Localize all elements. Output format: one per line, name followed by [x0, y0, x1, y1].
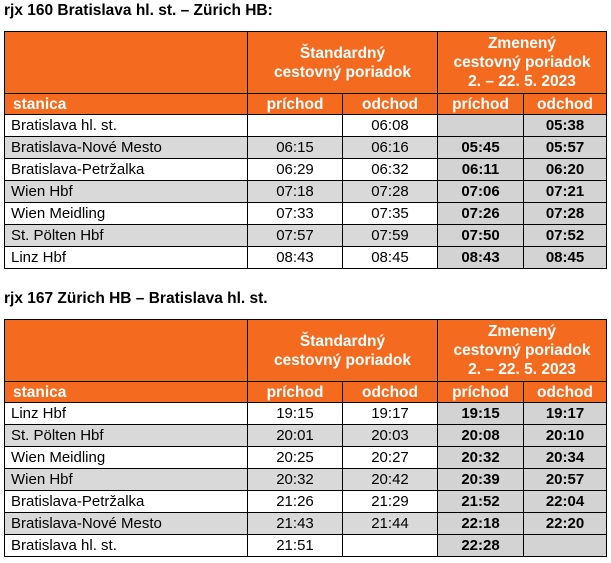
section2-title: rjx 167 Zürich HB – Bratislava hl. st. — [4, 290, 268, 307]
departure-cell: 20:27 — [343, 447, 438, 469]
departure-cell: 20:42 — [343, 469, 438, 491]
header-changed-line1: Zmenený — [487, 323, 557, 340]
col-arrival: príchod — [248, 382, 343, 403]
header-changed-line1: Zmenený — [487, 35, 557, 52]
table-row — [5, 247, 607, 269]
arrival-changed-cell: 20:08 — [438, 425, 524, 447]
departure-changed-cell — [524, 535, 607, 557]
station-cell: Bratislava hl. st. — [5, 535, 248, 557]
departure-cell: 06:08 — [343, 115, 438, 137]
arrival-cell: 07:18 — [248, 181, 343, 203]
table-row — [5, 181, 607, 203]
timetable-rjx160 — [4, 31, 607, 269]
table-row — [5, 469, 607, 491]
station-cell: Bratislava-Petržalka — [5, 491, 248, 513]
header-corner — [5, 320, 248, 382]
header-standard — [248, 32, 438, 94]
departure-changed-cell: 20:34 — [524, 447, 607, 469]
table-row — [5, 513, 607, 535]
arrival-changed-cell: 22:28 — [438, 535, 524, 557]
arrival-cell: 20:25 — [248, 447, 343, 469]
departure-cell: 08:45 — [343, 247, 438, 269]
station-cell: Bratislava hl. st. — [5, 115, 248, 137]
arrival-changed-cell: 08:43 — [438, 247, 524, 269]
departure-changed-cell: 22:20 — [524, 513, 607, 535]
header-standard-line2: cestovný poriadok — [274, 63, 411, 81]
station-cell: St. Pölten Hbf — [5, 425, 248, 447]
departure-changed-cell: 20:57 — [524, 469, 607, 491]
table-row — [5, 491, 607, 513]
header-standard-line2: cestovný poriadok — [274, 351, 411, 369]
timetable-rjx167 — [4, 319, 607, 557]
arrival-changed-cell: 06:11 — [438, 159, 524, 181]
header-changed — [438, 320, 607, 382]
header-standard-line1: Štandardný — [299, 44, 386, 62]
header-standard-line1: Štandardný — [299, 332, 386, 350]
departure-cell: 21:44 — [343, 513, 438, 535]
station-cell: Wien Meidling — [5, 203, 248, 225]
header-standard — [248, 320, 438, 382]
table-row — [5, 425, 607, 447]
table-row — [5, 225, 607, 247]
arrival-cell: 21:26 — [248, 491, 343, 513]
station-cell: Linz Hbf — [5, 247, 248, 269]
header-changed-line2: cestovný poriadok — [453, 342, 591, 359]
arrival-cell: 06:15 — [248, 137, 343, 159]
departure-cell — [343, 535, 438, 557]
table-row — [5, 203, 607, 225]
departure-changed-cell: 22:04 — [524, 491, 607, 513]
arrival-cell: 21:51 — [248, 535, 343, 557]
arrival-changed-cell — [438, 115, 524, 137]
arrival-changed-cell: 07:06 — [438, 181, 524, 203]
departure-changed-cell: 06:20 — [524, 159, 607, 181]
arrival-changed-cell: 05:45 — [438, 137, 524, 159]
arrival-cell: 06:29 — [248, 159, 343, 181]
arrival-changed-cell: 07:26 — [438, 203, 524, 225]
departure-changed-cell: 19:17 — [524, 403, 607, 425]
col-departure: odchod — [343, 382, 438, 403]
col-departure-changed: odchod — [524, 382, 607, 403]
arrival-cell: 07:57 — [248, 225, 343, 247]
arrival-cell: 20:01 — [248, 425, 343, 447]
departure-cell: 07:59 — [343, 225, 438, 247]
departure-changed-cell: 05:57 — [524, 137, 607, 159]
col-station: stanica — [5, 382, 248, 403]
departure-cell: 20:03 — [343, 425, 438, 447]
station-cell: Wien Hbf — [5, 469, 248, 491]
header-changed-dates: 2. – 22. 5. 2023 — [468, 73, 576, 90]
header-changed — [438, 32, 607, 94]
departure-cell: 21:29 — [343, 491, 438, 513]
arrival-changed-cell: 07:50 — [438, 225, 524, 247]
arrival-cell — [248, 115, 343, 137]
arrival-cell: 08:43 — [248, 247, 343, 269]
station-cell: Wien Meidling — [5, 447, 248, 469]
departure-changed-cell: 20:10 — [524, 425, 607, 447]
station-cell: St. Pölten Hbf — [5, 225, 248, 247]
section1-title: rjx 160 Bratislava hl. st. – Zürich HB: — [4, 2, 273, 19]
table-row — [5, 447, 607, 469]
station-cell: Bratislava-Nové Mesto — [5, 513, 248, 535]
arrival-changed-cell: 20:32 — [438, 447, 524, 469]
col-departure-changed: odchod — [524, 94, 607, 115]
arrival-cell: 19:15 — [248, 403, 343, 425]
departure-changed-cell: 07:21 — [524, 181, 607, 203]
departure-cell: 07:35 — [343, 203, 438, 225]
departure-cell: 06:32 — [343, 159, 438, 181]
header-changed-dates: 2. – 22. 5. 2023 — [468, 361, 576, 378]
departure-changed-cell: 07:52 — [524, 225, 607, 247]
table-row — [5, 159, 607, 181]
arrival-cell: 21:43 — [248, 513, 343, 535]
arrival-cell: 20:32 — [248, 469, 343, 491]
departure-changed-cell: 07:28 — [524, 203, 607, 225]
arrival-changed-cell: 22:18 — [438, 513, 524, 535]
col-arrival-changed: príchod — [438, 382, 524, 403]
header-changed-line2: cestovný poriadok — [453, 54, 591, 71]
departure-changed-cell: 05:38 — [524, 115, 607, 137]
col-departure: odchod — [343, 94, 438, 115]
table-row — [5, 535, 607, 557]
station-cell: Linz Hbf — [5, 403, 248, 425]
departure-changed-cell: 08:45 — [524, 247, 607, 269]
col-arrival: príchod — [248, 94, 343, 115]
departure-cell: 06:16 — [343, 137, 438, 159]
station-cell: Wien Hbf — [5, 181, 248, 203]
arrival-changed-cell: 21:52 — [438, 491, 524, 513]
table-row — [5, 115, 607, 137]
col-station: stanica — [5, 94, 248, 115]
departure-cell: 19:17 — [343, 403, 438, 425]
departure-cell: 07:28 — [343, 181, 438, 203]
arrival-changed-cell: 20:39 — [438, 469, 524, 491]
table-row — [5, 137, 607, 159]
arrival-cell: 07:33 — [248, 203, 343, 225]
table-row — [5, 403, 607, 425]
col-arrival-changed: príchod — [438, 94, 524, 115]
arrival-changed-cell: 19:15 — [438, 403, 524, 425]
station-cell: Bratislava-Petržalka — [5, 159, 248, 181]
header-corner — [5, 32, 248, 94]
station-cell: Bratislava-Nové Mesto — [5, 137, 248, 159]
